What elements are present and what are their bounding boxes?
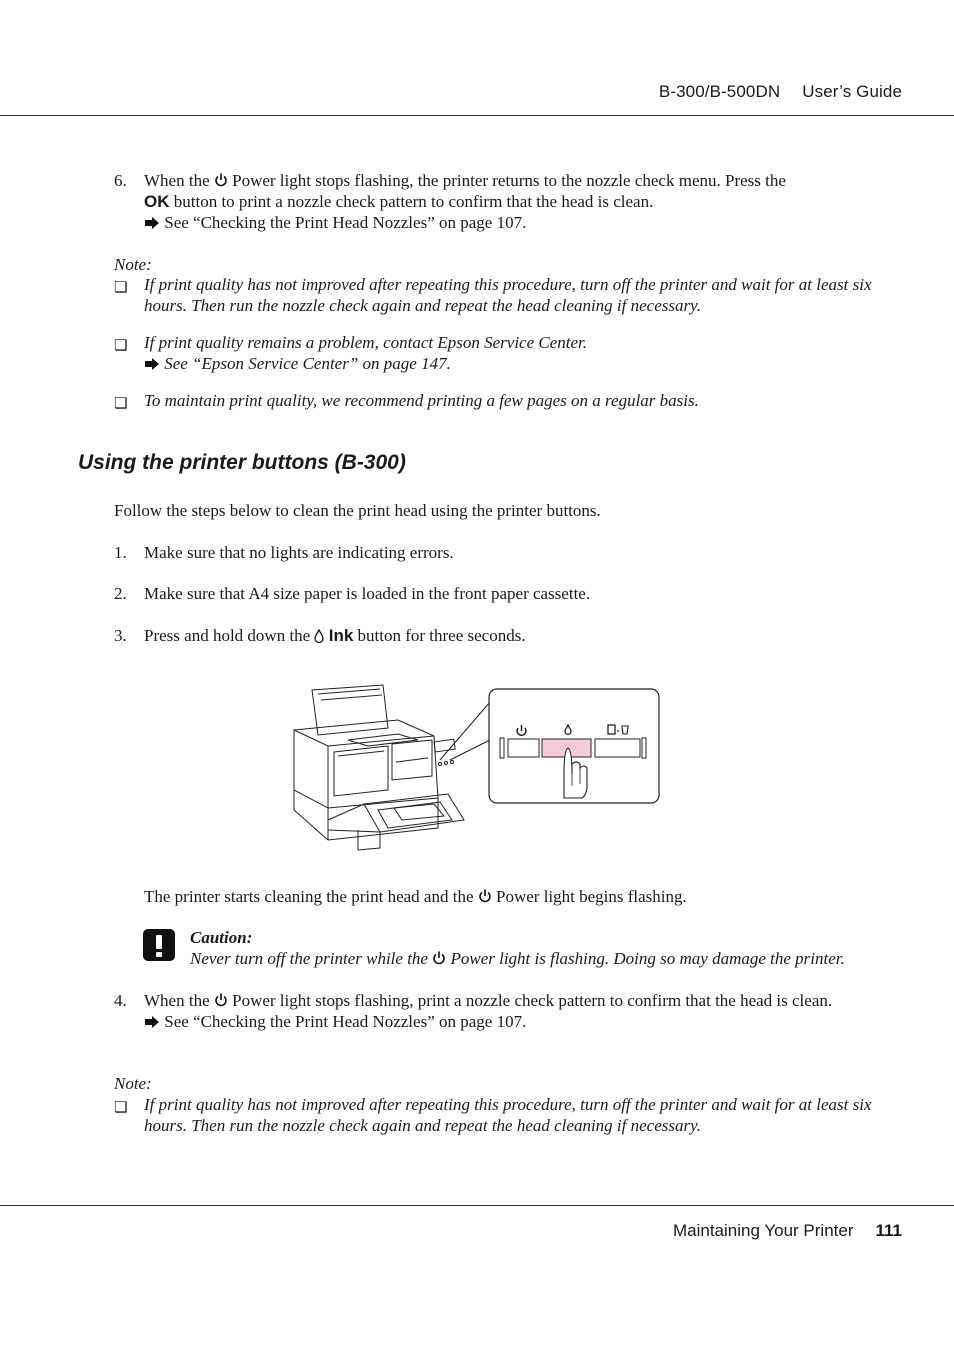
power-icon	[432, 950, 446, 966]
power-icon	[214, 992, 228, 1008]
arrow-right-icon	[144, 216, 160, 230]
note-label: Note:	[114, 255, 152, 274]
step-1-text: Make sure that no lights are indicating errors.	[144, 543, 454, 562]
note-1-item-3: To maintain print quality, we recommend printing a few pages on a regular basis.	[144, 391, 699, 410]
page-header	[659, 82, 902, 102]
step-2-number: 2.	[114, 584, 127, 603]
caution-text: Never turn off the printer while the Power light is flashing. Doing so may damage the printer.	[190, 949, 845, 968]
step-6-text: When the Power light stops flashing, the printer returns to the nozzle check menu. Press the OK button to print a nozzle check pattern to confirm that the head is clean. See “Checking the Print Head Nozzles” on page 107.	[144, 171, 786, 232]
footer-section: Maintaining Your Printer	[672, 1221, 854, 1240]
step-2-text: Make sure that A4 size paper is loaded in the front paper cassette.	[144, 584, 591, 603]
ok-button-label: OK	[144, 192, 170, 211]
power-button[interactable]	[508, 739, 539, 757]
note-1-item-2: If print quality remains a problem, contact Epson Service Center. See “Epson Service Center” on page 147.	[144, 333, 588, 373]
header-guide-title: User’s Guide	[802, 82, 902, 101]
page-footer	[673, 1221, 902, 1241]
section-intro: Follow the steps below to clean the print head using the printer buttons.	[114, 501, 601, 520]
checkbox-icon: ❏	[114, 278, 128, 296]
arrow-right-icon	[144, 357, 160, 371]
checkbox-icon: ❏	[114, 336, 128, 354]
ink-button-label: Ink	[328, 626, 354, 645]
caution-icon	[143, 929, 175, 961]
checkbox-icon: ❏	[114, 1098, 128, 1116]
power-icon	[214, 172, 228, 188]
checkbox-icon: ❏	[114, 394, 128, 412]
caution-label: Caution:	[190, 928, 253, 947]
control-panel-callout	[488, 688, 662, 806]
step-6-reference: See “Checking the Print Head Nozzles” on page 107.	[164, 213, 527, 232]
section-heading: Using the printer buttons (B-300)	[78, 451, 406, 474]
ink-drop-icon	[314, 629, 324, 643]
arrow-right-icon	[144, 1015, 160, 1029]
note-1-item-1: If print quality has not improved after repeating this procedure, turn off the printer and wait for at least six hours. Then run the nozzle check again and repeat the head cleaning if necessary.	[144, 275, 872, 315]
header-model: B-300/B-500DN	[658, 82, 781, 101]
step-4-number: 4.	[114, 991, 127, 1010]
note-1-item-2-reference: See “Epson Service Center” on page 147.	[164, 354, 451, 373]
step-1-number: 1.	[114, 543, 127, 562]
note-label: Note:	[114, 1074, 152, 1093]
page-number: 111	[875, 1221, 902, 1240]
step-3-text: Press and hold down the Ink button for three seconds.	[144, 626, 526, 645]
power-icon	[478, 888, 492, 904]
step-3-number: 3.	[114, 626, 127, 645]
after-figure-text: The printer starts cleaning the print head and the Power light begins flashing.	[144, 887, 687, 906]
footer-rule	[0, 1205, 954, 1206]
step-6-number: 6.	[114, 171, 127, 190]
step-4-text: When the Power light stops flashing, print a nozzle check pattern to confirm that the head is clean. See “Checking the Print Head Nozzles” on page 107.	[144, 991, 833, 1031]
note-2-item-1: If print quality has not improved after repeating this procedure, turn off the printer and wait for at least six hours. Then run the nozzle check again and repeat the head cleaning if necessary.	[144, 1095, 872, 1135]
header-rule	[0, 115, 954, 116]
step-4-reference: See “Checking the Print Head Nozzles” on page 107.	[164, 1012, 527, 1031]
paper-cancel-button[interactable]	[595, 739, 640, 757]
